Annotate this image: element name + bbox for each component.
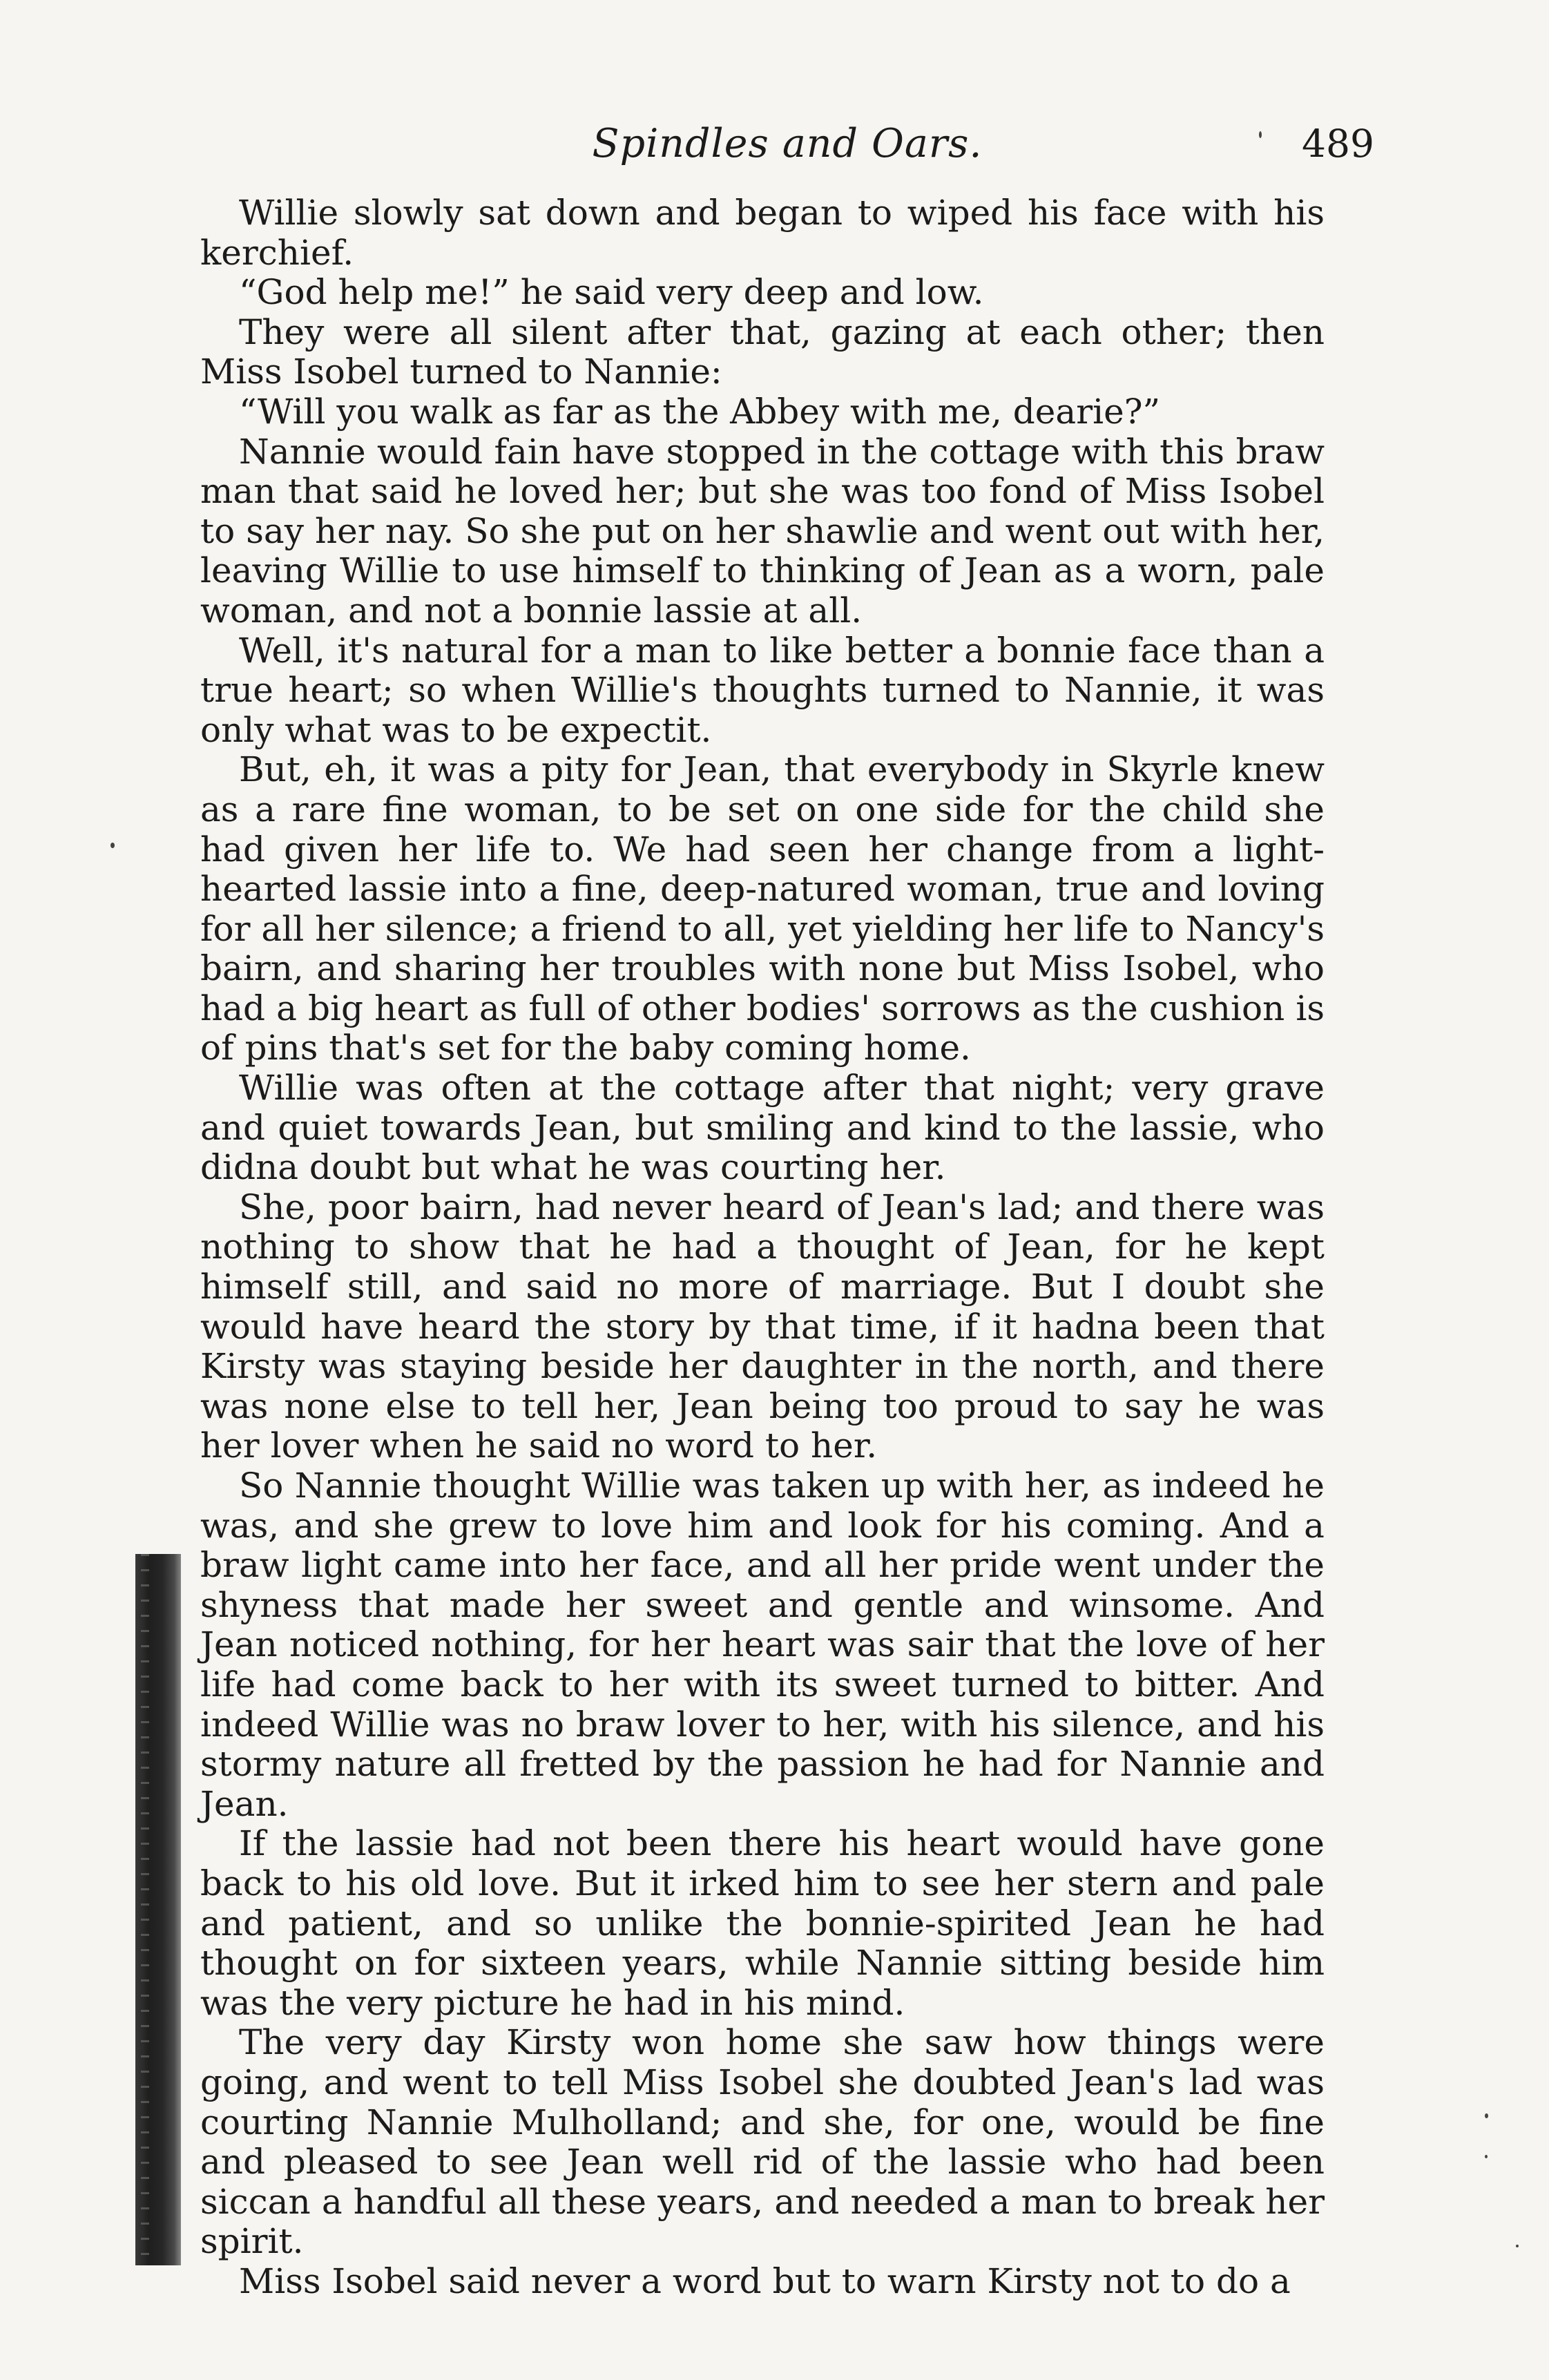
body-text (200, 193, 1325, 2301)
paragraph-2: “God help me!” he said very deep and low. (239, 272, 984, 313)
scan-speck (1516, 2245, 1519, 2247)
scan-speck (110, 843, 115, 848)
paragraph-11: If the lassie had not been there his heart would have gone back to his old love. But it irked him to see her stern and pale and patient, and so unlike the bonnie-spirited Jean he had thought on for sixteen years, while Nannie sitting beside him was the very picture he had in his mind. (200, 1823, 1325, 2023)
paragraph-1: Willie slowly sat down and began to wiped his face with his kerchief. (200, 193, 1325, 273)
running-title: Spindles and Oars. (592, 121, 983, 166)
paragraph-13: Miss Isobel said never a word but to warn Kirsty not to do a (239, 2261, 1291, 2301)
running-header (200, 116, 1374, 171)
paragraph-8: Willie was often at the cottage after that night; very grave and quiet towards Jean, but smiling and kind to the lassie, who didna doubt but what he was courting her. (200, 1068, 1325, 1188)
paragraph-6: Well, it's natural for a man to like better a bonnie face than a true heart; so when Willie's thoughts turned to Nannie, it was only what was to be expectit. (200, 630, 1325, 750)
scan-speck (1485, 2155, 1488, 2158)
scan-speck (1259, 131, 1262, 138)
paragraph-5: Nannie would fain have stopped in the cottage with this braw man that said he loved her; but she was too fond of Miss Isobel to say her nay. So she put on her shawlie and went out with her, leaving Willie to use himself to thinking of Jean as a worn, pale woman, and not a bonnie lassie at all. (200, 431, 1325, 631)
paragraph-3: They were all silent after that, gazing at each other; then Miss Isobel turned to Nannie: (200, 311, 1325, 392)
scan-binding-shadow (135, 1554, 181, 2265)
paragraph-4: “Will you walk as far as the Abbey with me, dearie?” (239, 391, 1161, 432)
scan-speck (1485, 2113, 1488, 2118)
paragraph-7: But, eh, it was a pity for Jean, that everybody in Skyrle knew as a rare fine woman, to be set on one side for the child she had given her life to. We had seen her change from a light-hearted lassie into a fine, deep-natured woman, true and loving for all her silence; a friend to all, yet yielding her life to Nancy's bairn, and sharing her troubles with none but Miss Isobel, who had a big heart as full of other bodies' sorrows as the cushion is of pins that's set for the baby coming home. (200, 749, 1325, 1068)
paragraph-10: So Nannie thought Willie was taken up with her, as indeed he was, and she grew to love him and look for his coming. And a braw light came into her face, and all her pride went under the shyness that made her sweet and gentle and winsome. And Jean noticed nothing, for her heart was sair that the love of her life had come back to her with its sweet turned to bitter. And indeed Willie was no braw lover to her, with his silence, and his stormy nature all fretted by the passion he had for Nannie and Jean. (200, 1466, 1325, 1824)
paragraph-12: The very day Kirsty won home she saw how things were going, and went to tell Miss Isobel she doubted Jean's lad was courting Nannie Mulholland; and she, for one, would be fine and pleased to see Jean well rid of the lassie who had been siccan a handful all these years, and needed a man to break her spirit. (200, 2022, 1325, 2262)
paragraph-9: She, poor bairn, had never heard of Jean's lad; and there was nothing to show that he had a thought of Jean, for he kept himself still, and said no more of marriage. But I doubt she would have heard the story by that time, if it hadna been that Kirsty was staying beside her daughter in the north, and there was none else to tell her, Jean being too proud to say he was her lover when he said no word to her. (200, 1187, 1325, 1466)
page-number: 489 (1302, 122, 1374, 166)
